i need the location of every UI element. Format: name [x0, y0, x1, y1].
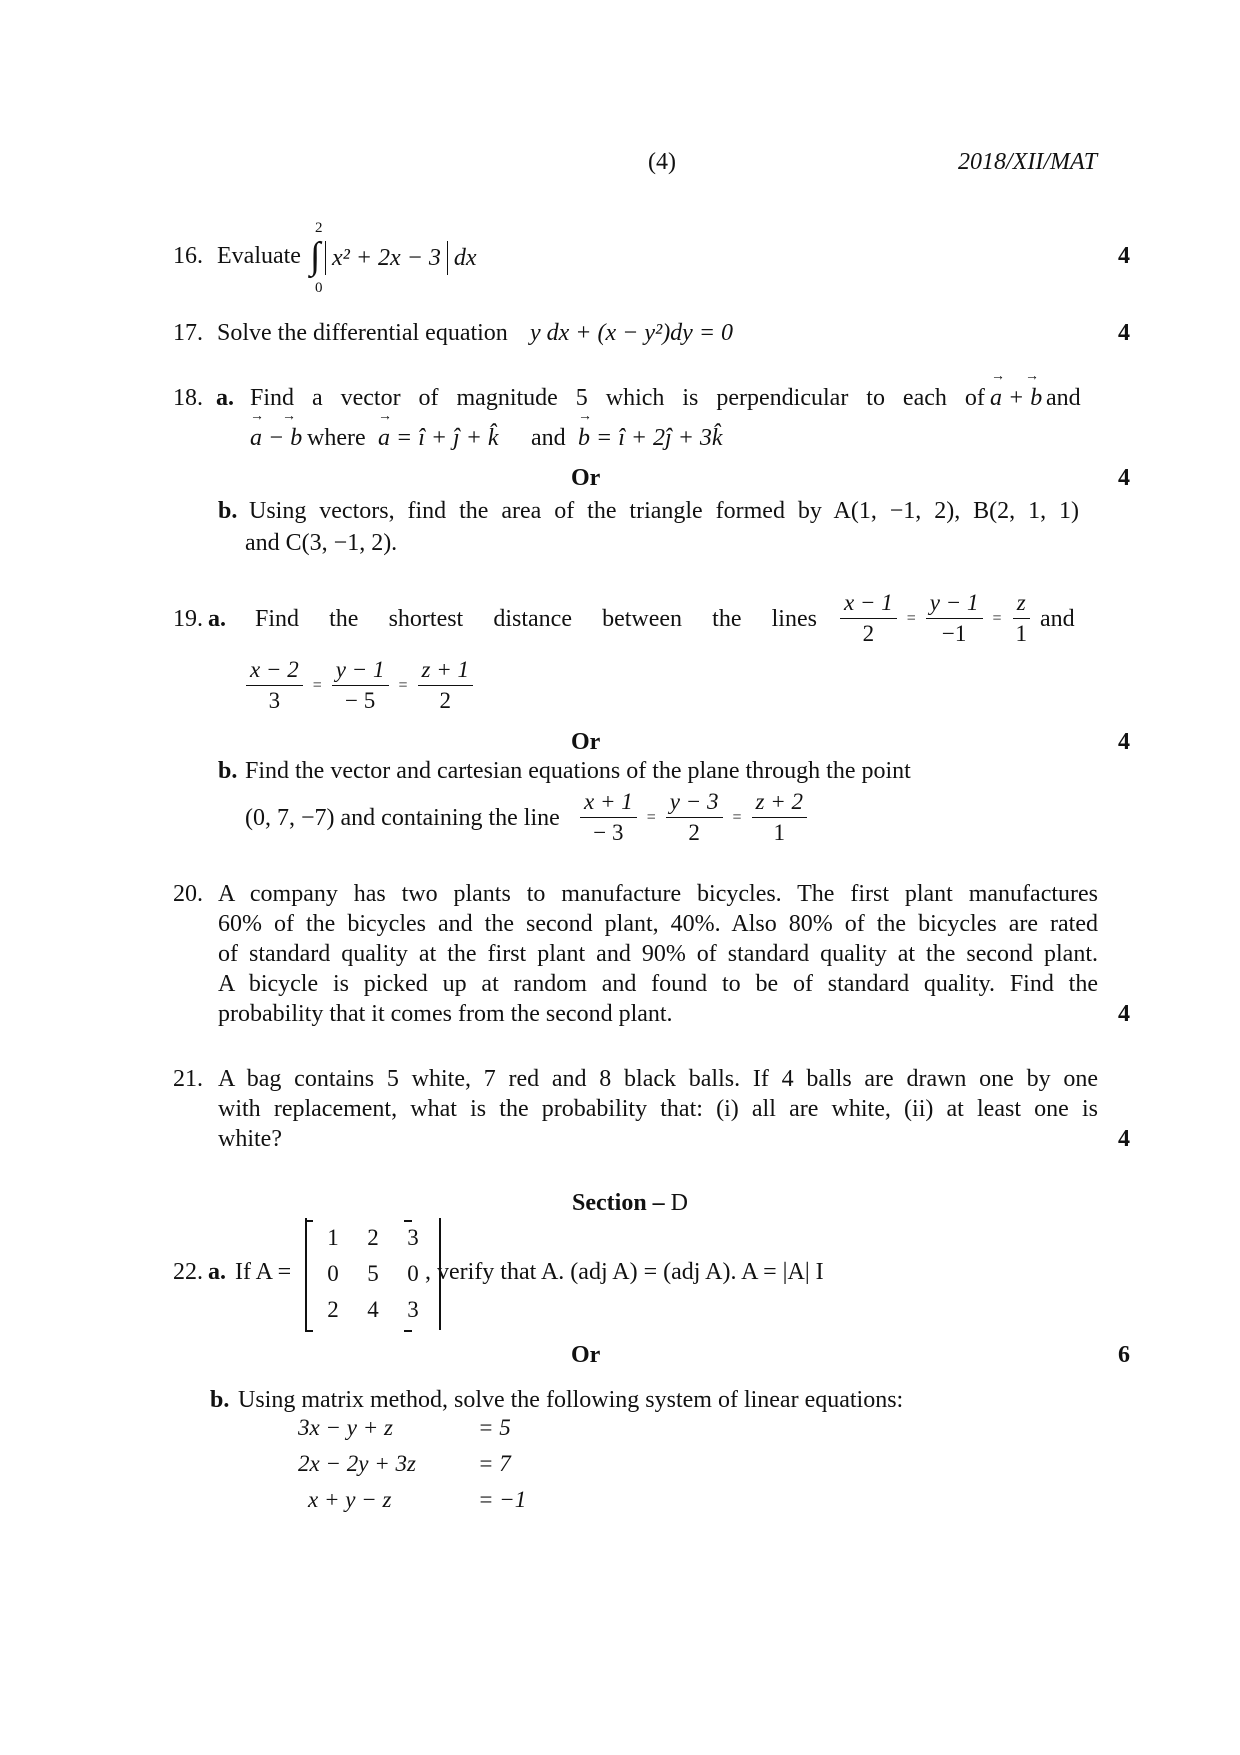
equation-row: [298, 1446, 526, 1482]
q20-line: probability that it comes from the second plant.: [218, 1001, 673, 1027]
linear-system: [298, 1410, 526, 1518]
fraction: [332, 655, 389, 716]
vector-arrow-icon: →: [378, 409, 392, 424]
fraction: [418, 655, 473, 716]
q21-number: 21.: [173, 1066, 203, 1092]
matrix-A: [305, 1218, 441, 1330]
q18-b-def: b = î + 2ĵ + 3k̂: [578, 425, 723, 451]
word: lines: [771, 606, 817, 632]
word: each: [902, 385, 947, 411]
q18-or: Or: [571, 465, 601, 491]
q18-part-b: b.: [218, 498, 238, 524]
equation-lhs: 3x − y + z: [298, 1415, 393, 1440]
numerator: y − 1: [332, 655, 389, 686]
denominator: − 5: [345, 688, 376, 713]
word: Find: [250, 385, 295, 411]
word: to: [866, 385, 885, 411]
q20-number: 20.: [173, 881, 203, 907]
fraction: [1012, 588, 1032, 649]
vector-arrow-icon: →: [1025, 369, 1039, 384]
q18-a-def: a = î + ĵ + k̂: [378, 425, 499, 451]
q22-or: Or: [571, 1342, 601, 1368]
word: distance: [493, 606, 572, 632]
word: of: [418, 385, 439, 411]
q22-matrix: [305, 1218, 441, 1330]
equation-row: [298, 1482, 526, 1518]
denominator: 1: [1015, 621, 1028, 646]
section-heading: [572, 1188, 688, 1218]
numerator: y − 3: [666, 787, 723, 818]
paper-code: 2018/XII/MAT: [958, 149, 1098, 175]
integral-sign: ∫: [310, 235, 321, 277]
denominator: 1: [773, 820, 786, 845]
matrix-bracket-serif: [404, 1330, 412, 1332]
matrix-cell: 5: [367, 1261, 379, 1286]
matrix-cell: 2: [327, 1297, 339, 1322]
vector-arrow-icon: →: [991, 369, 1005, 384]
q17-equation: y dx + (x − y²)dy = 0: [530, 320, 734, 346]
word: between: [602, 606, 683, 632]
q18-marks: 4: [1118, 465, 1130, 491]
word: which: [605, 385, 665, 411]
denominator: − 3: [593, 820, 624, 845]
q20-body: [218, 879, 1098, 1029]
equation-lhs: x + y − z: [308, 1487, 392, 1512]
q20-line: A company has two plants to manufacture bicycles. The first plant manufactures: [218, 881, 1098, 907]
denominator: 2: [862, 621, 875, 646]
section-label: Section –: [572, 1190, 665, 1216]
q19-number: 19.: [173, 606, 203, 632]
q19-part-b: b.: [218, 758, 238, 784]
q18-b-line2: and C(3, −1, 2).: [245, 530, 398, 556]
numerator: z + 1: [418, 655, 473, 686]
q18-and: and: [1046, 385, 1081, 411]
matrix-bracket-serif: [305, 1220, 313, 1222]
word: the: [712, 606, 742, 632]
numerator: y − 1: [926, 588, 983, 619]
word: a: [311, 385, 323, 411]
q20-line: A bicycle is picked up at random and found to be of standard quality. Find the: [218, 971, 1098, 997]
word: shortest: [388, 606, 464, 632]
q18-part-a: a.: [216, 385, 234, 411]
q19-b-line1: Find the vector and cartesian equations of the plane through the point: [245, 758, 911, 784]
matrix-bracket-serif: [404, 1220, 412, 1222]
q21-line: A bag contains 5 white, 7 red and 8 black balls. If 4 balls are drawn one by one: [218, 1066, 1098, 1092]
vector-arrow-icon: →: [250, 409, 264, 424]
denominator: 2: [439, 688, 452, 713]
q19-a-words: [255, 604, 817, 634]
q16-integrand: [325, 241, 477, 275]
q20-marks: 4: [1118, 1001, 1130, 1027]
matrix-cell: 4: [367, 1297, 379, 1322]
q21-line: white?: [218, 1126, 282, 1152]
q16-lower-limit: 0: [315, 280, 323, 296]
q18-where: where: [307, 425, 366, 451]
q18-a-line1: [250, 383, 985, 413]
matrix-cell: 3: [407, 1297, 419, 1322]
q16-dx: dx: [453, 245, 477, 271]
q18-number: 18.: [173, 385, 203, 411]
q22-part-b: b.: [210, 1387, 230, 1413]
q20-line: of standard quality at the first plant and 90% of standard quality at the second plant.: [218, 941, 1098, 967]
fraction: [666, 787, 723, 848]
vector-arrow-icon: →: [578, 409, 592, 424]
denominator: 2: [688, 820, 700, 845]
q16-integrand-expr: x² + 2x − 3: [332, 245, 441, 271]
equation-rhs: = 7: [478, 1451, 511, 1476]
matrix-cell: 3: [407, 1225, 419, 1250]
q17-marks: 4: [1118, 320, 1130, 346]
numerator: x + 1: [580, 787, 637, 818]
q20-line: 60% of the bicycles and the second plant, 40%. Also 80% of the bicycles are rated: [218, 911, 1098, 937]
word: magnitude: [456, 385, 558, 411]
q16-upper-limit: 2: [315, 220, 323, 236]
fraction: [752, 787, 807, 848]
q18-a-diff: a − b: [250, 425, 303, 451]
q18-and-2: and: [531, 425, 566, 451]
denominator: −1: [941, 621, 967, 646]
word: perpendicular: [716, 385, 849, 411]
word: 5: [575, 385, 588, 411]
word: the: [329, 606, 359, 632]
q16-marks: 4: [1118, 243, 1130, 269]
q22-marks: 6: [1118, 1342, 1130, 1368]
q19-marks: 4: [1118, 729, 1130, 755]
q19-line1: $\frac{x - 1}{2}$ = $\frac{y - 1}{-1}$ = $\frac{z}{1}$: [840, 588, 1031, 649]
q17-text: Solve the differential equation: [217, 320, 508, 346]
q18-a-sum: a + b: [990, 385, 1043, 411]
matrix-cell: 1: [327, 1225, 339, 1250]
q19-line3: $\frac{x + 1}{- 3}$ = $\frac{y - 3}{2}$ = $\frac{z + 2}{1}$: [580, 787, 807, 848]
q22-part-a: a.: [208, 1259, 226, 1285]
word: Find: [255, 606, 300, 632]
matrix-cell: 2: [367, 1225, 379, 1250]
fraction: [580, 787, 637, 848]
q18-b-line1: Using vectors, find the area of the triangle formed by A(1, −1, 2), B(2, 1, 1): [249, 498, 1079, 524]
numerator: x − 2: [246, 655, 303, 686]
section-letter: D: [670, 1190, 689, 1216]
q19-b-line2: (0, 7, −7) and containing the line: [245, 805, 560, 831]
q22-number: 22.: [173, 1259, 203, 1285]
q16-number: 16.: [173, 243, 203, 269]
numerator: z + 2: [752, 787, 807, 818]
fraction: [246, 655, 303, 716]
numerator: z: [1013, 588, 1030, 619]
q19-and: and: [1040, 606, 1075, 632]
equation-rhs: = −1: [478, 1487, 527, 1512]
fraction: [926, 588, 983, 649]
denominator: 3: [268, 688, 281, 713]
equation-rhs: = 5: [478, 1415, 511, 1440]
q22-if-a: If A =: [235, 1259, 292, 1285]
word: of: [964, 385, 985, 411]
numerator: x − 1: [840, 588, 897, 619]
q19-or: Or: [571, 729, 601, 755]
q19-part-a: a.: [208, 606, 226, 632]
q19-line2: $\frac{x - 2}{3}$ = $\frac{y - 1}{- 5}$ = $\frac{z + 1}{2}$: [246, 655, 473, 716]
equation-lhs: 2x − 2y + 3z: [298, 1451, 416, 1476]
page-number: (4): [648, 149, 676, 175]
vector-arrow-icon: →: [282, 409, 296, 424]
q21-body: [218, 1064, 1098, 1154]
q21-marks: 4: [1118, 1126, 1130, 1152]
word: vector: [340, 385, 401, 411]
matrix-cell: 0: [407, 1261, 419, 1286]
q22-b-text: Using matrix method, solve the following system of linear equations:: [238, 1387, 904, 1413]
equation-row: [298, 1410, 526, 1446]
matrix-cell: 0: [327, 1261, 339, 1286]
q16-text: Evaluate: [217, 243, 301, 269]
q21-line: with replacement, what is the probability that: (i) all are white, (ii) at least one is: [218, 1096, 1098, 1122]
word: is: [682, 385, 699, 411]
q22-verify: , verify that A. (adj A) = (adj A). A = |A| I: [425, 1259, 824, 1285]
q17-number: 17.: [173, 320, 203, 346]
fraction: [840, 588, 897, 649]
matrix-bracket-serif: [305, 1330, 313, 1332]
